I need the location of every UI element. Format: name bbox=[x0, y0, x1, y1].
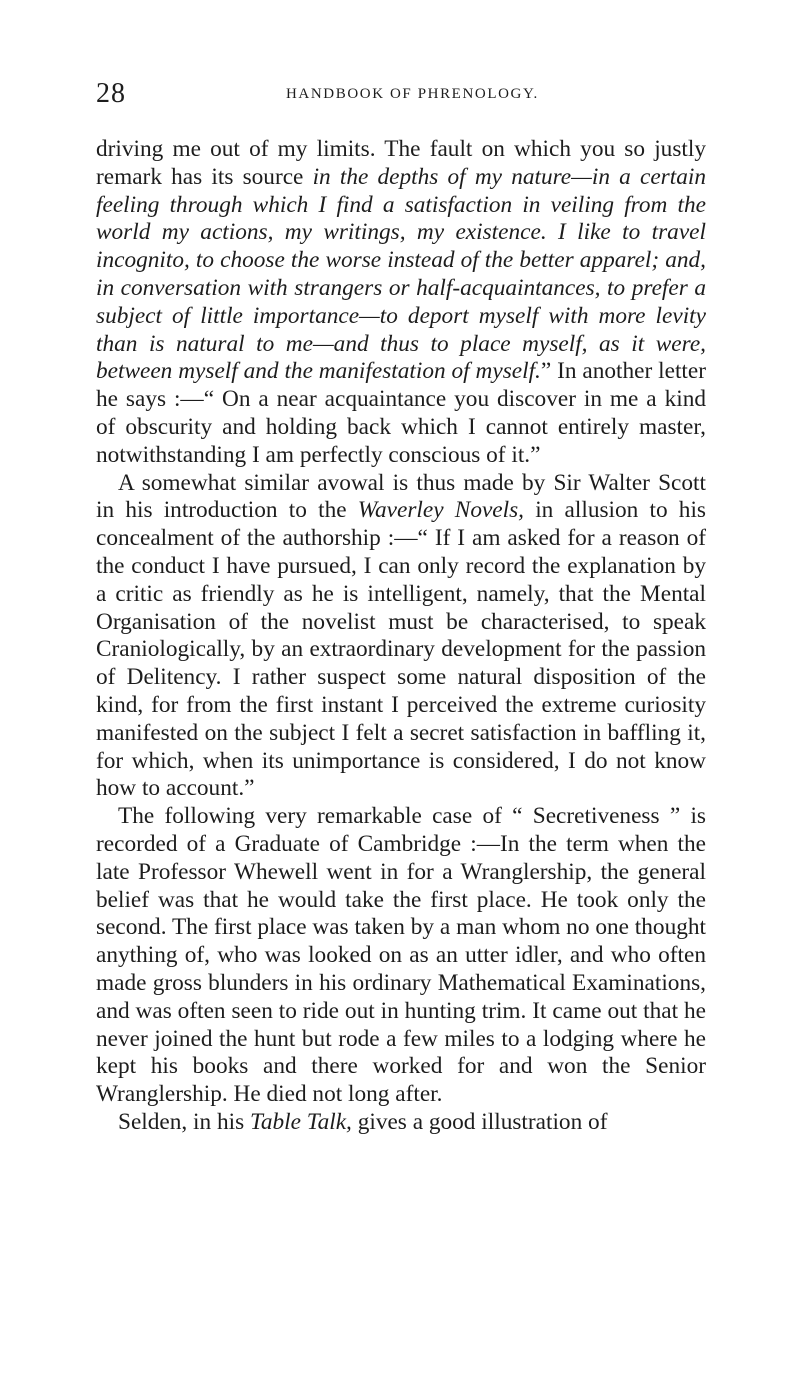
paragraph-4-text: Selden, in his bbox=[118, 1108, 251, 1135]
page-header bbox=[96, 78, 706, 110]
paragraph-4-text-end: gives a good illustration of bbox=[351, 1108, 608, 1135]
paragraph-3-text: The following very remarkable case of “ Secretiveness ” is recorded of a Graduate of Cambridge :—In the term when the late Professor Whewell went in for a Wranglership, the general belief was that he would take the first place. He took only the second. The first place was taken by a man whom no one thought anything of, who was looked on as an utter idler, and who often made gross blunders in his ordinary Mathematical Examinations, and was often seen to ride out in hunting trim. It came out that he never joined the hunt but rode a few miles to a lodging where he kept his books and there worked for and won the Senior Wranglership. He died not long after. bbox=[96, 803, 706, 1108]
paragraph-3 bbox=[96, 803, 706, 1109]
paragraph-1-text: driving me out of my limits. The fault on which you so justly remark has its source bbox=[96, 136, 706, 190]
paragraph-2-text: A somewhat similar avowal is thus made by Sir Walter Scott in his introduction to the bbox=[96, 469, 706, 524]
paragraph-2 bbox=[96, 470, 706, 804]
paragraph-1 bbox=[96, 136, 706, 470]
paragraph-2-italic-title: Waverley Novels, bbox=[357, 497, 525, 524]
page-number: 28 bbox=[96, 78, 126, 109]
paragraph-1-text-end: ” In another letter he says :—“ On a near acquaintance you discover in me a kind of obscurity and holding back which I cannot entirely master, notwithstanding I am perfectly conscious of it.” bbox=[96, 358, 706, 468]
paragraph-2-text-end: in allusion to his concealment of the authorship :—“ If I am asked for a reason of the conduct I have pursued, I can only record the explanation by a critic as friendly as he is intelligent, namely, that the Mental Organisation of the novelist must be characterised, to speak Craniologically, by an extraordinary development for the passion of Delitency. I rather suspect some natural disposition of the kind, for from the first instant I perceived the extreme curiosity manifested on the subject I felt a secret satisfaction in baffling it, for which, when its unimportance is considered, I do not know how to account.” bbox=[96, 497, 706, 802]
running-head: HANDBOOK OF PHRENOLOGY. bbox=[286, 86, 539, 102]
paragraph-4-italic-title: Table Talk, bbox=[250, 1108, 352, 1135]
body-text bbox=[96, 136, 706, 1137]
paragraph-4 bbox=[96, 1109, 706, 1137]
paragraph-1-italic: in the depths of my nature—in a certain feeling through which I find a satisfaction in veiling from the world my actions, my writings, my existence. I like to travel incognito, to choose the worse instead of the better apparel; and, in conversation with strangers or half-acquaintances, to prefer a subject of little importance—to deport myself with more levity than is natural to me—and thus to place myself, as it were, between myself and the manifestation of myself. bbox=[96, 163, 706, 385]
